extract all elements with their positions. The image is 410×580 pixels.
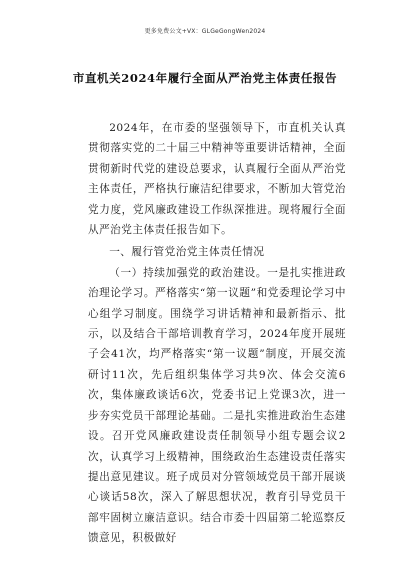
body-paragraph: （一）持续加强党的政治建设。一是扎实推进政治理论学习。严格落实“第一议题”和党委理论学习中心组学习制度。围绕学习讲话精神和最新指示、批示，以及结合干部培训教育学习，2024年度开展班子会41次，均严格落实“第一议题”制度，开展交流研讨11次，先后组织集体学习共9次、体会交流6次，集体廉政谈话6次，党委书记上党课3次，进一步夯实党员干部理论基础。二是扎实推进政治生态建设。召开党风廉政建设责任制领导小组专题会议2次，认真学习上级精神，围绕政治生态建设责任落实提出意见建议。班子成员对分管领域党员干部开展谈心谈话58次，深入了解思想状况，教育引导党员干部牢固树立廉洁意识。结合市委十四届第二轮巡察反馈意见，积极做好	[88, 266, 346, 545]
header-note: 更多免费公文+VX：GLGeGongWen2024	[144, 28, 266, 35]
document-body	[88, 118, 346, 549]
section-heading: 一、履行管党治党主体责任情况	[109, 246, 265, 259]
document-title: 市直机关2024年履行全面从严治党主体责任报告	[72, 71, 338, 85]
intro-paragraph: 2024年，在市委的坚强领导下，市直机关认真贯彻落实党的二十届三中精神等重要讲话精神，全面贯彻新时代党的建设总要求，认真履行全面从严治党主体责任，严格执行廉洁纪律要求，不断加大管党治党力度，党风廉政建设工作纵深推进。现将履行全面从严治党主体责任报告如下。	[88, 122, 346, 237]
